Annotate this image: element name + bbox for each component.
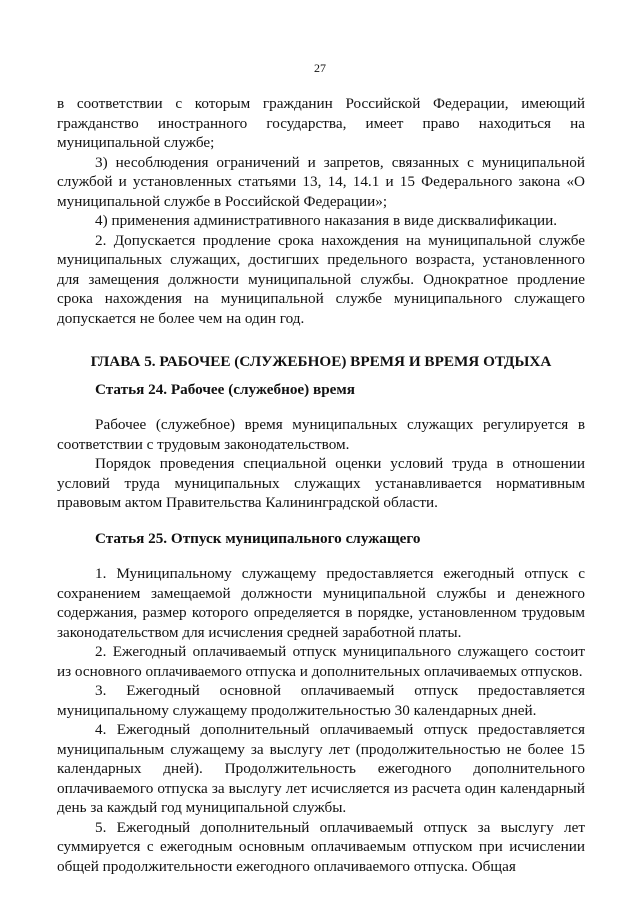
article-25-title: Статья 25. Отпуск муниципального служащего [95, 529, 421, 547]
paragraph: 4) применения административного наказания в виде дисквалификации. [95, 212, 558, 229]
paragraph: 3. Ежегодный основной оплачиваемый отпуск предоставляется муниципальному служащему продолжительностью 30 календарных дней. [57, 682, 585, 719]
paragraph: 3) несоблюдения ограничений и запретов, связанных с муниципальной службой и установленных статьями 13, 14, 14.1 и 15 Федерального закона «О муниципальной службе в Российской Федерации»; [57, 153, 585, 210]
paragraph: 2. Допускается продление срока нахождения на муниципальной службе муниципальных служащих, достигших предельного возраста, установленного для замещения должности муниципальной службы. Однократное продление срока нахождения на муниципальной службе муниципального служащего допускается не более чем на один год. [57, 231, 585, 327]
document-body [57, 94, 585, 876]
paragraph: 4. Ежегодный дополнительный оплачиваемый отпуск предоставляется муниципальным служащему за выслугу лет (продолжительностью не более 15 календарных дней). Продолжительность ежегодного дополнительного оплачиваемого отпуска за выслугу лет исчисляется из расчета один календарный день за каждый год муниципальной службы. [57, 721, 585, 816]
article-24-title: Статья 24. Рабочее (служебное) время [95, 380, 355, 398]
paragraph: в соответствии с которым гражданин Российской Федерации, имеющий гражданство иностранного государства, имеет право находиться на муниципальной службе; [57, 95, 585, 151]
paragraph: 1. Муниципальному служащему предоставляется ежегодный отпуск с сохранением замещаемой должности муниципальной службы и денежного содержания, размер которого определяется в порядке, установленном трудовым законодательством для исчисления средней заработной платы. [57, 565, 585, 641]
paragraph: 5. Ежегодный дополнительный оплачиваемый отпуск за выслугу лет суммируется с ежегодным основным оплачиваемым отпуском при исчислении общей продолжительности ежегодного оплачиваемого отпуска. Общая [57, 818, 585, 875]
paragraph: Порядок проведения специальной оценки условий труда в отношении условий труда муниципальных служащих устанавливается нормативным правовым актом Правительства Калининградской области. [57, 455, 585, 511]
paragraph: Рабочее (служебное) время муниципальных служащих регулируется в соответствии с трудовым законодательством. [57, 416, 585, 453]
paragraph: 2. Ежегодный оплачиваемый отпуск муниципального служащего состоит из основного оплачиваемого отпуска и дополнительных оплачиваемых отпусков. [57, 643, 585, 680]
page-number: 27 [314, 61, 326, 75]
chapter-title: ГЛАВА 5. РАБОЧЕЕ (СЛУЖЕБНОЕ) ВРЕМЯ И ВРЕМЯ ОТДЫХА [90, 353, 552, 370]
